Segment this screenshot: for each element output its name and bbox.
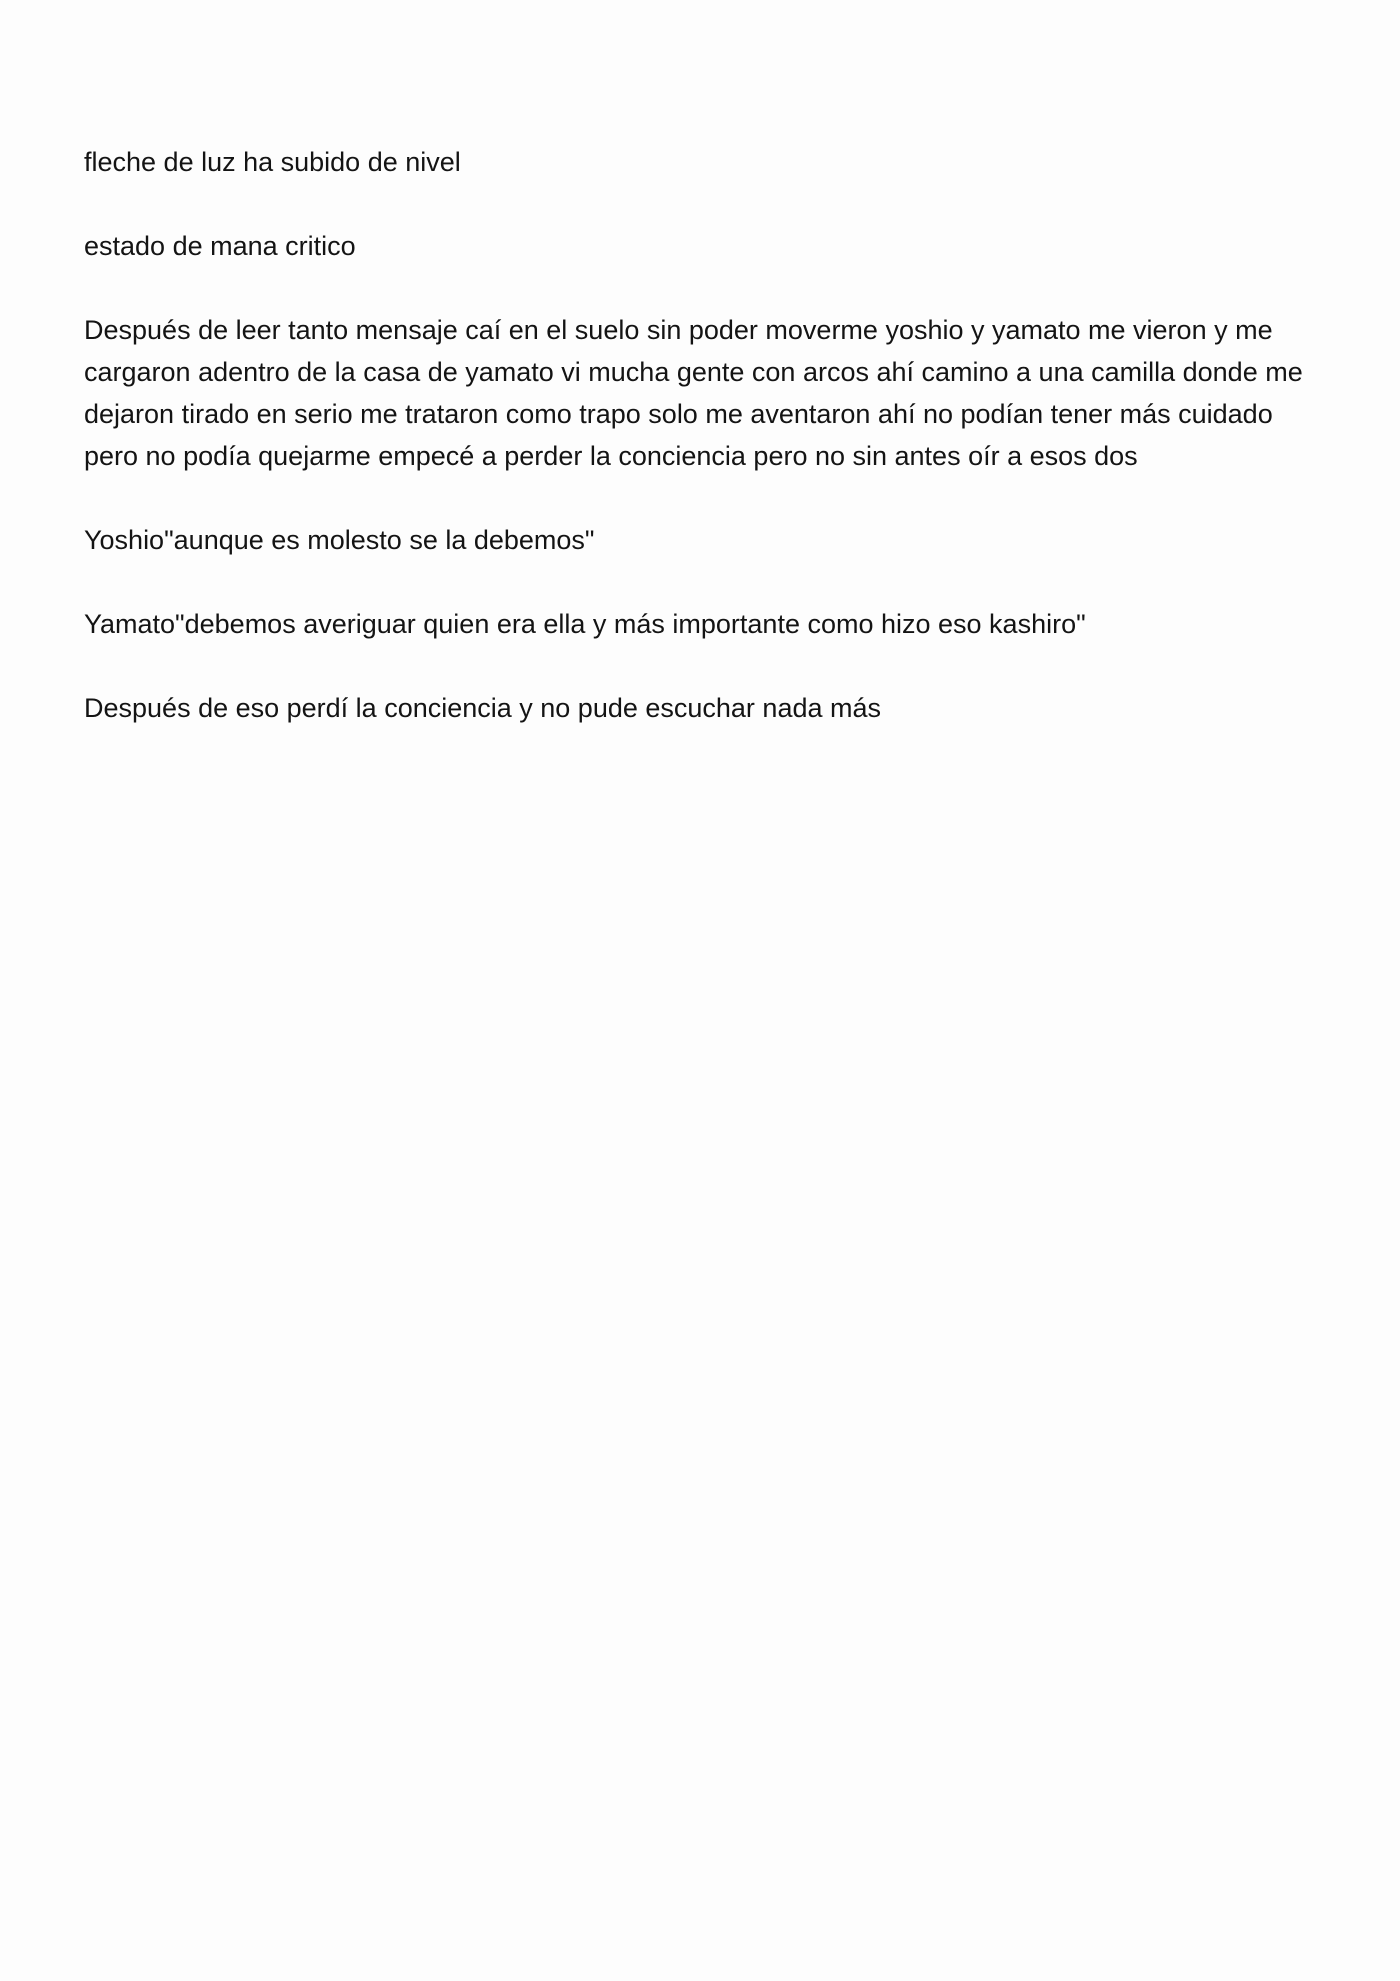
document-body	[84, 141, 1324, 771]
paragraph-level-up: fleche de luz ha subido de nivel	[84, 147, 461, 177]
paragraph-mana-status: estado de mana critico	[84, 231, 356, 261]
paragraph-yoshio-dialogue: Yoshio"aunque es molesto se la debemos"	[84, 525, 595, 555]
paragraph-yamato-dialogue: Yamato"debemos averiguar quien era ella y más importante como hizo eso kashiro"	[84, 609, 1086, 639]
paragraph-closing: Después de eso perdí la conciencia y no pude escuchar nada más	[84, 693, 882, 723]
paragraph-narration: Después de leer tanto mensaje caí en el suelo sin poder moverme yoshio y yamato me vieron y me cargaron adentro de la casa de yamato vi mucha gente con arcos ahí camino a una camilla donde me dejaron tirado en serio me trataron como trapo solo me aventaron ahí no podían tener más cuidado pero no podía quejarme empecé a perder la conciencia pero no sin antes oír a esos dos	[84, 315, 1303, 471]
